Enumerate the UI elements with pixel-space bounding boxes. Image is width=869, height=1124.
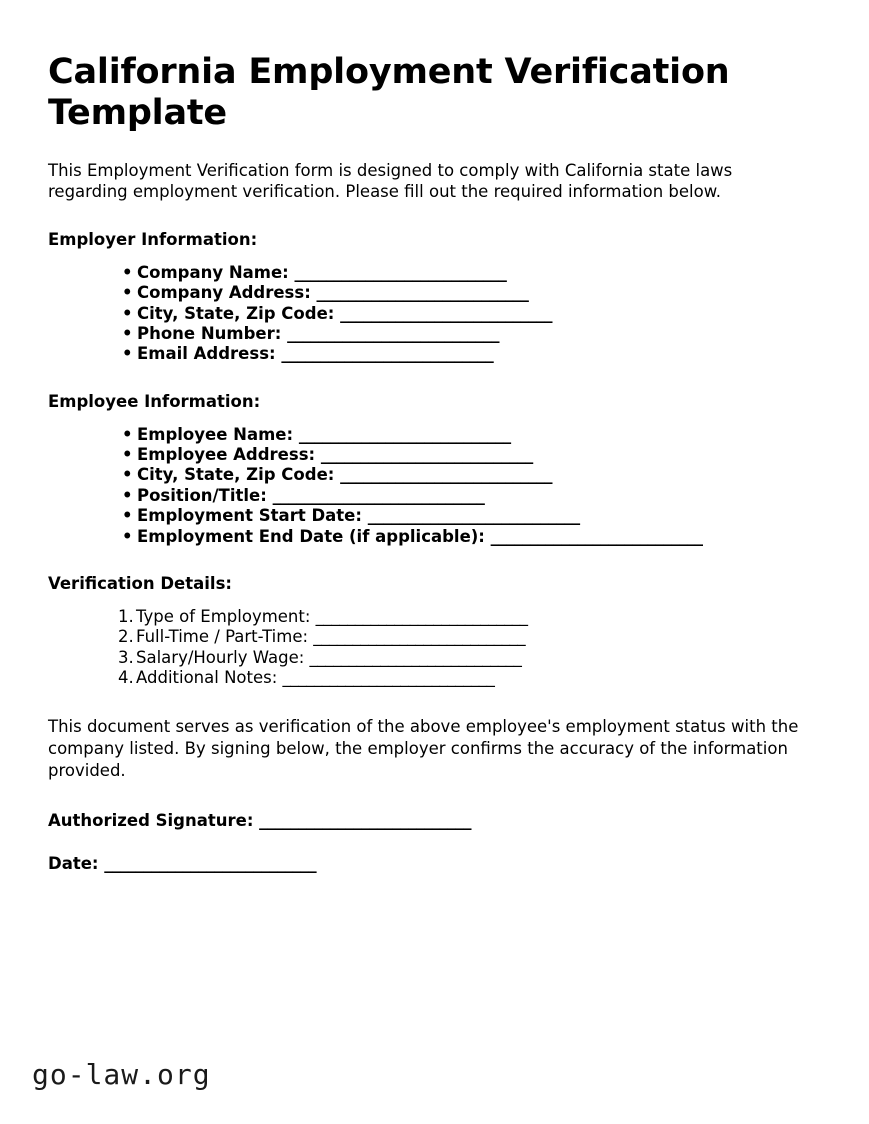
closing-paragraph: This document serves as verification of the above employee's employment status with the company listed. By signing below, the employer confirms the accuracy of the information provided. xyxy=(48,717,799,781)
field-blank[interactable]: ___________________________ xyxy=(316,283,529,303)
field-label: Additional Notes: xyxy=(136,668,278,687)
intro-paragraph: This Employment Verification form is designed to comply with California state laws regarding employment verification. Please fill out the required information below. xyxy=(48,160,733,202)
date-blank[interactable]: ___________________________ xyxy=(104,854,317,874)
list-item xyxy=(48,344,821,364)
field-label: Company Name: xyxy=(137,262,289,282)
list-item xyxy=(48,445,821,465)
field-label: City, State, Zip Code: xyxy=(137,465,335,485)
field-label: City, State, Zip Code: xyxy=(137,303,335,323)
employee-information-heading: Employee Information: xyxy=(48,391,261,411)
list-item xyxy=(48,627,821,647)
verification-details-heading: Verification Details: xyxy=(48,573,233,593)
field-label: Company Address: xyxy=(137,283,311,303)
field-label: Type of Employment: xyxy=(136,606,311,626)
verification-detail-list xyxy=(48,607,821,689)
list-item xyxy=(48,506,821,526)
list-item xyxy=(48,425,821,445)
field-blank[interactable]: ___________________________ xyxy=(287,323,500,343)
employer-information-heading: Employer Information: xyxy=(48,229,258,249)
list-item xyxy=(48,668,821,688)
field-blank[interactable]: ___________________________ xyxy=(490,526,703,546)
field-label: Employee Name: xyxy=(137,424,294,444)
field-label: Email Address: xyxy=(137,344,276,364)
date-line xyxy=(48,854,821,873)
field-blank[interactable]: ___________________________ xyxy=(309,647,522,667)
field-blank[interactable]: ___________________________ xyxy=(298,424,511,444)
field-label: Employment End Date (if applicable): xyxy=(137,526,485,546)
field-blank[interactable]: ___________________________ xyxy=(313,627,526,647)
field-blank[interactable]: ___________________________ xyxy=(367,506,580,526)
authorized-signature-line xyxy=(48,811,821,830)
field-blank[interactable]: ___________________________ xyxy=(340,465,553,485)
employee-field-list xyxy=(48,425,821,547)
field-blank[interactable]: ___________________________ xyxy=(340,303,553,323)
list-item xyxy=(48,527,821,547)
list-item xyxy=(48,324,821,344)
site-watermark: go-law.org xyxy=(32,1058,211,1091)
list-item xyxy=(48,607,821,627)
list-item xyxy=(48,648,821,668)
list-item xyxy=(48,486,821,506)
employer-field-list xyxy=(48,263,821,365)
list-item xyxy=(48,304,821,324)
list-item xyxy=(48,283,821,303)
field-label: Position/Title: xyxy=(137,485,267,505)
list-item xyxy=(48,465,821,485)
field-blank[interactable]: ___________________________ xyxy=(294,262,507,282)
field-label: Employment Start Date: xyxy=(137,506,362,526)
field-label: Full-Time / Part-Time: xyxy=(136,627,309,647)
field-blank[interactable]: ___________________________ xyxy=(315,606,528,626)
signature-blank[interactable]: ___________________________ xyxy=(259,811,472,831)
field-blank[interactable]: ___________________________ xyxy=(320,445,533,464)
field-blank[interactable]: ___________________________ xyxy=(282,668,495,687)
date-label: Date: xyxy=(48,854,99,874)
page-title: California Employment Verification Template xyxy=(48,52,730,133)
field-blank[interactable]: ___________________________ xyxy=(281,344,494,364)
field-label: Salary/Hourly Wage: xyxy=(136,647,305,667)
field-label: Phone Number: xyxy=(137,323,282,343)
field-label: Employee Address: xyxy=(137,445,316,464)
list-item xyxy=(48,263,821,283)
field-blank[interactable]: ___________________________ xyxy=(272,485,485,505)
signature-label: Authorized Signature: xyxy=(48,811,254,831)
